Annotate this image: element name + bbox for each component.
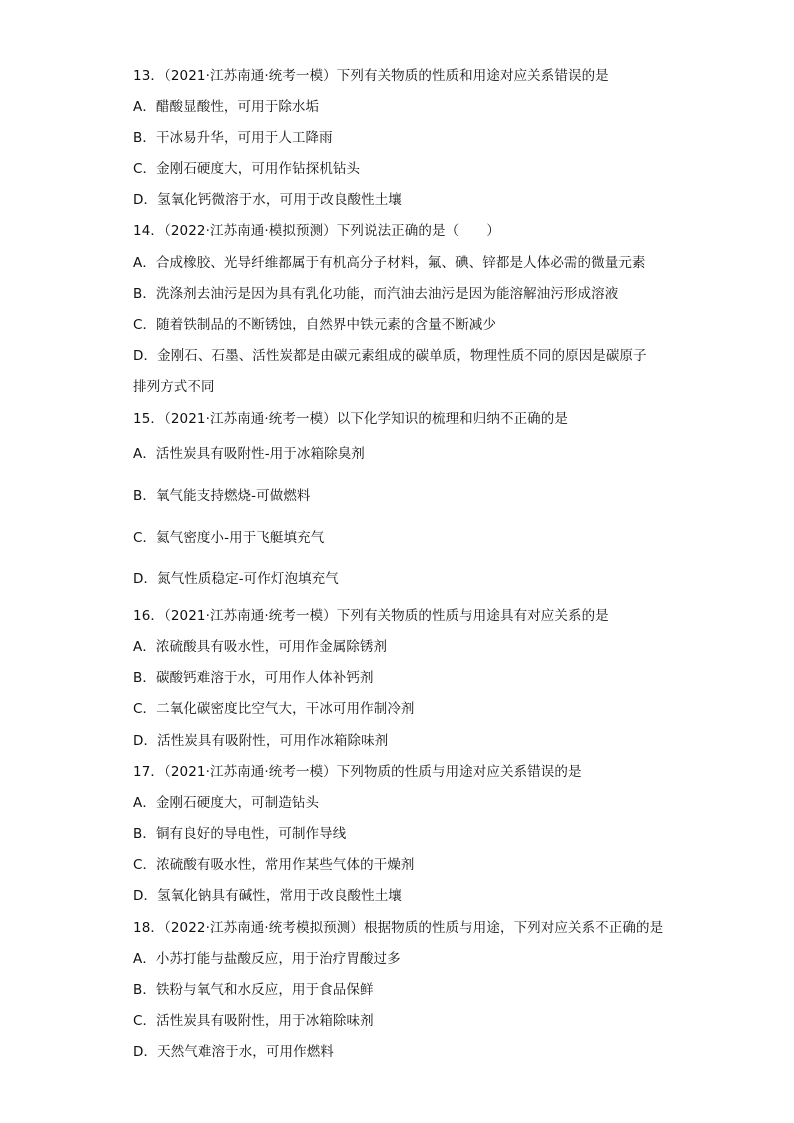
question-14-option-b: B．洗涤剂去油污是因为具有乳化功能，而汽油去油污是因为能溶解油污形成溶液 — [133, 286, 619, 302]
question-18-option-c: C．活性炭具有吸附性，用于冰箱除味剂 — [133, 1013, 374, 1029]
question-18-option-b: B．铁粉与氧气和水反应，用于食品保鲜 — [133, 982, 374, 998]
question-17-option-a: A．金刚石硬度大，可制造钻头 — [133, 795, 320, 811]
question-18-option-a: A．小苏打能与盐酸反应，用于治疗胃酸过多 — [133, 951, 401, 967]
question-15-option-d: D．氮气性质稳定-可作灯泡填充气 — [133, 571, 339, 587]
question-14-option-d-continued: 排列方式不同 — [133, 379, 215, 395]
question-15-stem: 15．（2021·江苏南通·统考一模）以下化学知识的梳理和归纳不正确的是 — [133, 411, 568, 427]
question-16-stem: 16．（2021·江苏南通·统考一模）下列有关物质的性质与用途具有对应关系的是 — [133, 608, 609, 624]
question-13-option-a: A．醋酸显酸性，可用于除水垢 — [133, 99, 320, 115]
question-16-option-c: C．二氧化碳密度比空气大，干冰可用作制冷剂 — [133, 701, 415, 717]
question-18-stem: 18．（2022·江苏南通·统考模拟预测）根据物质的性质与用途，下列对应关系不正确的是 — [133, 920, 664, 936]
question-17-option-b: B．铜有良好的导电性，可制作导线 — [133, 826, 347, 842]
question-15-option-b: B．氧气能支持燃烧-可做燃料 — [133, 488, 311, 504]
question-18-option-d: D．天然气难溶于水，可用作燃料 — [133, 1044, 334, 1060]
question-16-option-d: D．活性炭具有吸附性，可用作冰箱除味剂 — [133, 733, 389, 749]
question-13-option-c: C．金刚石硬度大，可用作钻探机钻头 — [133, 161, 361, 177]
question-15-option-c: C．氦气密度小-用于飞艇填充气 — [133, 530, 325, 546]
question-13-stem: 13．（2021·江苏南通·统考一模）下列有关物质的性质和用途对应关系错误的是 — [133, 68, 609, 84]
question-16-option-b: B．碳酸钙难溶于水，可用作人体补钙剂 — [133, 670, 374, 686]
question-13-option-d: D．氢氧化钙微溶于水，可用于改良酸性土壤 — [133, 192, 402, 208]
question-14-option-a: A．合成橡胶、光导纤维都属于有机高分子材料，氟、碘、锌都是人体必需的微量元素 — [133, 255, 646, 271]
question-17-stem: 17．（2021·江苏南通·统考一模）下列物质的性质与用途对应关系错误的是 — [133, 764, 582, 780]
question-16-option-a: A．浓硫酸具有吸水性，可用作金属除锈剂 — [133, 639, 388, 655]
question-17-option-d: D．氢氧化钠具有碱性，常用于改良酸性土壤 — [133, 888, 402, 904]
question-14-option-c: C．随着铁制品的不断锈蚀，自然界中铁元素的含量不断减少 — [133, 317, 497, 333]
question-14-option-d: D．金刚石、石墨、活性炭都是由碳元素组成的碳单质，物理性质不同的原因是碳原子 — [133, 348, 647, 364]
question-14-stem: 14．（2022·江苏南通·模拟预测）下列说法正确的是（ ） — [133, 223, 500, 239]
question-13-option-b: B．干冰易升华，可用于人工降雨 — [133, 130, 333, 146]
question-15-option-a: A．活性炭具有吸附性-用于冰箱除臭剂 — [133, 446, 365, 462]
question-17-option-c: C．浓硫酸有吸水性，常用作某些气体的干燥剂 — [133, 857, 415, 873]
